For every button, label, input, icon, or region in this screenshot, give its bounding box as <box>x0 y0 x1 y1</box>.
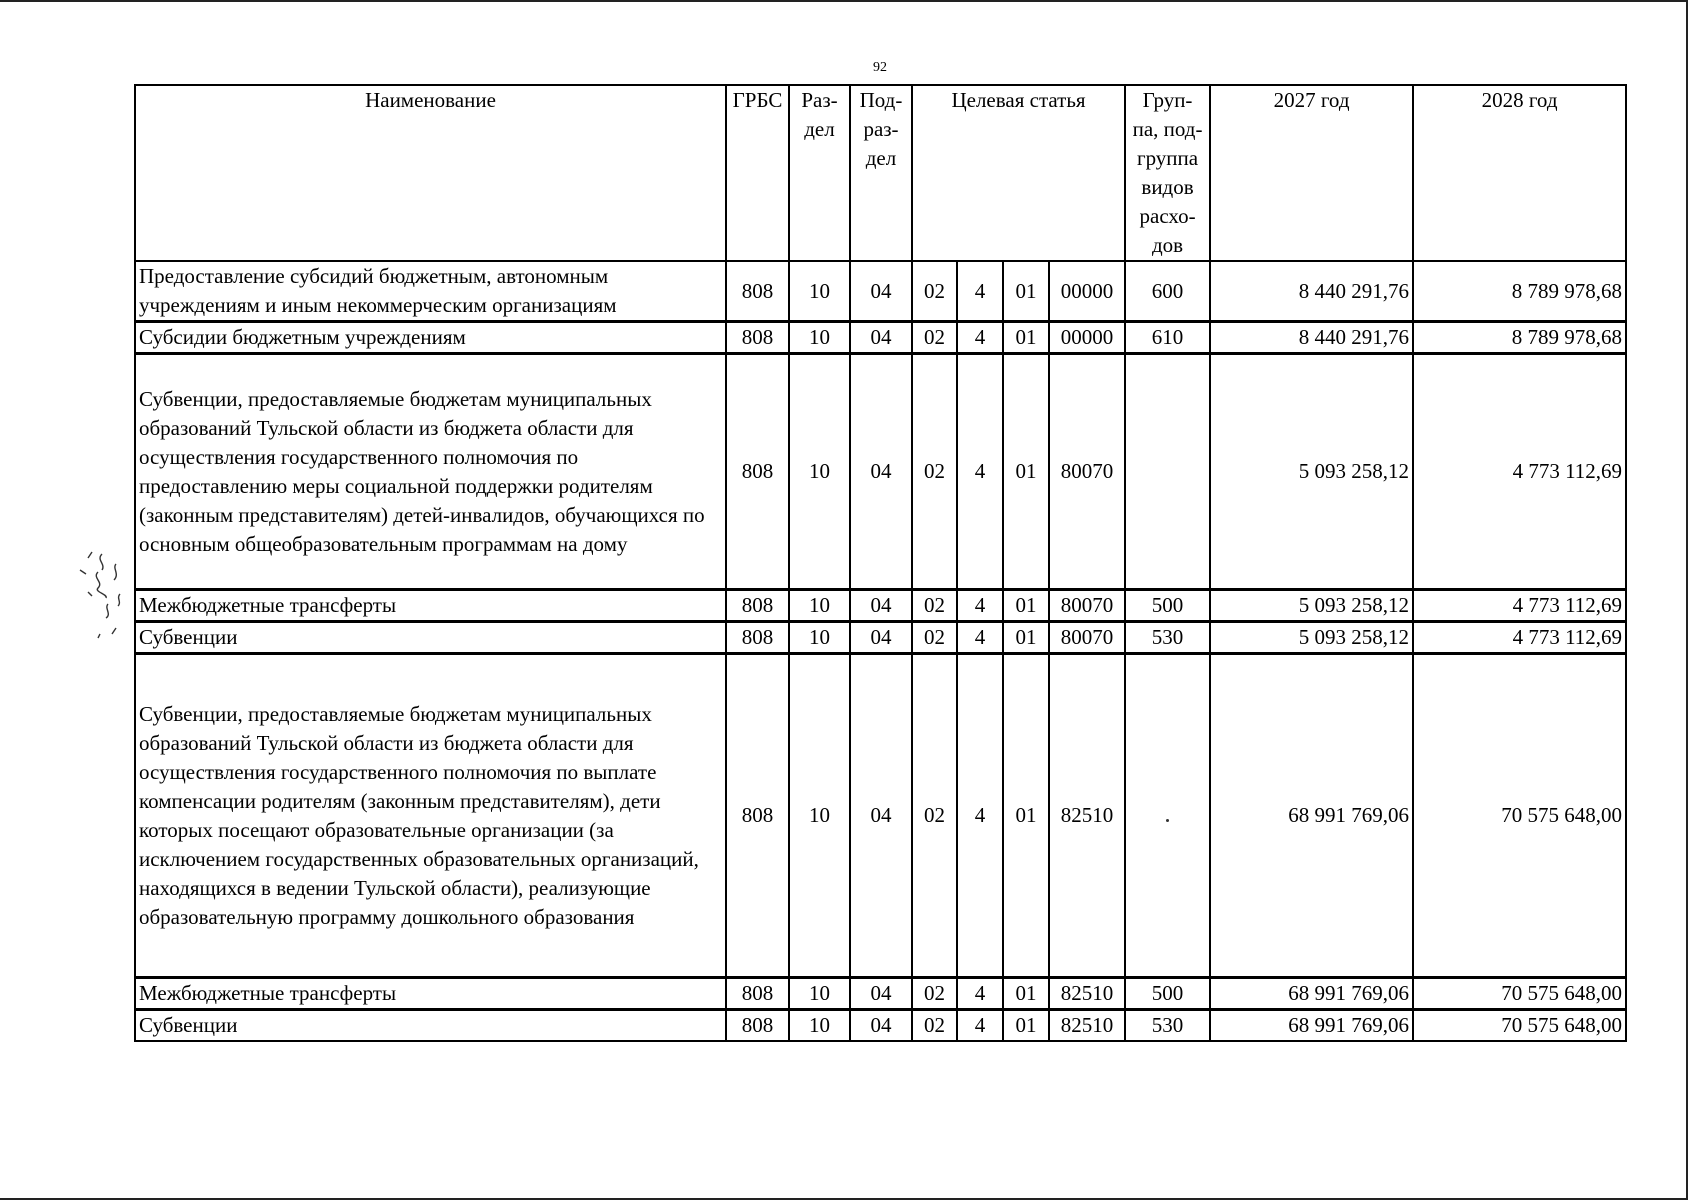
table-row <box>135 261 1626 322</box>
row-target-2: 4 <box>957 978 1003 1010</box>
row-group: 500 <box>1125 978 1210 1010</box>
row-target-3: 01 <box>1003 322 1049 354</box>
row-amount-2028: 8 789 978,68 <box>1413 322 1626 354</box>
row-group: 530 <box>1125 1010 1210 1042</box>
row-target-2: 4 <box>957 622 1003 654</box>
row-grbs: 808 <box>726 590 789 622</box>
row-podrazdel: 04 <box>850 1010 912 1042</box>
row-amount-2028: 70 575 648,00 <box>1413 654 1626 978</box>
table-row <box>135 354 1626 590</box>
row-razdel: 10 <box>789 322 850 354</box>
row-grbs: 808 <box>726 622 789 654</box>
row-name: Предоставление субсидий бюджетным, автономным учреждениям и иным некоммерческим организациям <box>135 261 726 322</box>
row-target-2: 4 <box>957 261 1003 322</box>
page-number: 92 <box>873 60 887 75</box>
row-target-4: 00000 <box>1049 261 1125 322</box>
row-amount-2028: 70 575 648,00 <box>1413 1010 1626 1042</box>
header-razdel: Раз- дел <box>789 85 850 261</box>
row-podrazdel: 04 <box>850 322 912 354</box>
row-group <box>1125 654 1210 978</box>
table-row <box>135 622 1626 654</box>
row-target-2: 4 <box>957 654 1003 978</box>
row-target-3: 01 <box>1003 978 1049 1010</box>
row-podrazdel: 04 <box>850 261 912 322</box>
row-name: Субсидии бюджетным учреждениям <box>135 322 726 354</box>
row-name: Субвенции <box>135 622 726 654</box>
header-grbs: ГРБС <box>726 85 789 261</box>
budget-table <box>134 84 1627 1042</box>
table-row <box>135 590 1626 622</box>
row-podrazdel: 04 <box>850 622 912 654</box>
row-amount-2027: 5 093 258,12 <box>1210 590 1413 622</box>
row-target-1: 02 <box>912 354 957 590</box>
row-razdel: 10 <box>789 590 850 622</box>
stray-dot <box>1166 819 1169 822</box>
row-razdel: 10 <box>789 1010 850 1042</box>
header-year-2028: 2028 год <box>1413 85 1626 261</box>
row-target-2: 4 <box>957 322 1003 354</box>
row-target-3: 01 <box>1003 590 1049 622</box>
row-razdel: 10 <box>789 622 850 654</box>
row-target-2: 4 <box>957 1010 1003 1042</box>
table-row <box>135 1010 1626 1042</box>
row-podrazdel: 04 <box>850 354 912 590</box>
row-target-1: 02 <box>912 590 957 622</box>
row-target-3: 01 <box>1003 622 1049 654</box>
row-grbs: 808 <box>726 1010 789 1042</box>
row-name: Субвенции <box>135 1010 726 1042</box>
row-razdel: 10 <box>789 654 850 978</box>
row-target-3: 01 <box>1003 261 1049 322</box>
table-header-row <box>135 85 1626 261</box>
row-grbs: 808 <box>726 654 789 978</box>
row-name: Межбюджетные трансферты <box>135 590 726 622</box>
row-target-4: 80070 <box>1049 354 1125 590</box>
row-amount-2028: 70 575 648,00 <box>1413 978 1626 1010</box>
row-amount-2028: 4 773 112,69 <box>1413 622 1626 654</box>
row-grbs: 808 <box>726 261 789 322</box>
table-row <box>135 978 1626 1010</box>
row-target-4: 82510 <box>1049 978 1125 1010</box>
row-target-1: 02 <box>912 654 957 978</box>
row-grbs: 808 <box>726 978 789 1010</box>
row-target-3: 01 <box>1003 654 1049 978</box>
row-target-1: 02 <box>912 322 957 354</box>
row-group: 610 <box>1125 322 1210 354</box>
row-target-1: 02 <box>912 978 957 1010</box>
row-amount-2028: 4 773 112,69 <box>1413 354 1626 590</box>
row-razdel: 10 <box>789 978 850 1010</box>
row-name: Межбюджетные трансферты <box>135 978 726 1010</box>
row-podrazdel: 04 <box>850 590 912 622</box>
row-target-1: 02 <box>912 622 957 654</box>
row-name: Субвенции, предоставляемые бюджетам муниципальных образований Тульской области из бюджета области для осуществления государственного полномочия по выплате компенсации родителям (законным представителям), дети которых посещают образовательные организации (за исключением государственных образовательных организаций, находящихся в ведении Тульской области), реализующие образовательную программу дошкольного образования <box>135 654 726 978</box>
row-target-3: 01 <box>1003 354 1049 590</box>
row-razdel: 10 <box>789 354 850 590</box>
row-target-4: 80070 <box>1049 622 1125 654</box>
header-target-article: Целевая статья <box>912 85 1125 261</box>
header-podrazdel: Под- раз- дел <box>850 85 912 261</box>
row-amount-2027: 8 440 291,76 <box>1210 322 1413 354</box>
handwritten-margin-mark <box>62 548 132 658</box>
row-amount-2027: 68 991 769,06 <box>1210 1010 1413 1042</box>
row-group <box>1125 354 1210 590</box>
header-expense-group: Груп- па, под- группа видов расхо- дов <box>1125 85 1210 261</box>
row-group: 500 <box>1125 590 1210 622</box>
row-target-2: 4 <box>957 590 1003 622</box>
row-target-3: 01 <box>1003 1010 1049 1042</box>
row-amount-2028: 8 789 978,68 <box>1413 261 1626 322</box>
table-row <box>135 322 1626 354</box>
row-amount-2027: 5 093 258,12 <box>1210 354 1413 590</box>
row-grbs: 808 <box>726 322 789 354</box>
row-grbs: 808 <box>726 354 789 590</box>
row-target-2: 4 <box>957 354 1003 590</box>
row-group: 600 <box>1125 261 1210 322</box>
row-group: 530 <box>1125 622 1210 654</box>
row-target-1: 02 <box>912 1010 957 1042</box>
row-target-4: 80070 <box>1049 590 1125 622</box>
row-target-4: 82510 <box>1049 654 1125 978</box>
header-name: Наименование <box>135 85 726 261</box>
row-podrazdel: 04 <box>850 978 912 1010</box>
row-amount-2027: 8 440 291,76 <box>1210 261 1413 322</box>
row-name: Субвенции, предоставляемые бюджетам муниципальных образований Тульской области из бюджета области для осуществления государственного полномочия по предоставлению меры социальной поддержки родителям (законным представителям) детей-инвалидов, обучающихся по основным общеобразовательным программам на дому <box>135 354 726 590</box>
row-amount-2028: 4 773 112,69 <box>1413 590 1626 622</box>
row-target-1: 02 <box>912 261 957 322</box>
row-target-4: 00000 <box>1049 322 1125 354</box>
row-amount-2027: 68 991 769,06 <box>1210 978 1413 1010</box>
row-amount-2027: 5 093 258,12 <box>1210 622 1413 654</box>
table-row <box>135 654 1626 978</box>
row-podrazdel: 04 <box>850 654 912 978</box>
row-razdel: 10 <box>789 261 850 322</box>
row-target-4: 82510 <box>1049 1010 1125 1042</box>
row-amount-2027: 68 991 769,06 <box>1210 654 1413 978</box>
header-year-2027: 2027 год <box>1210 85 1413 261</box>
